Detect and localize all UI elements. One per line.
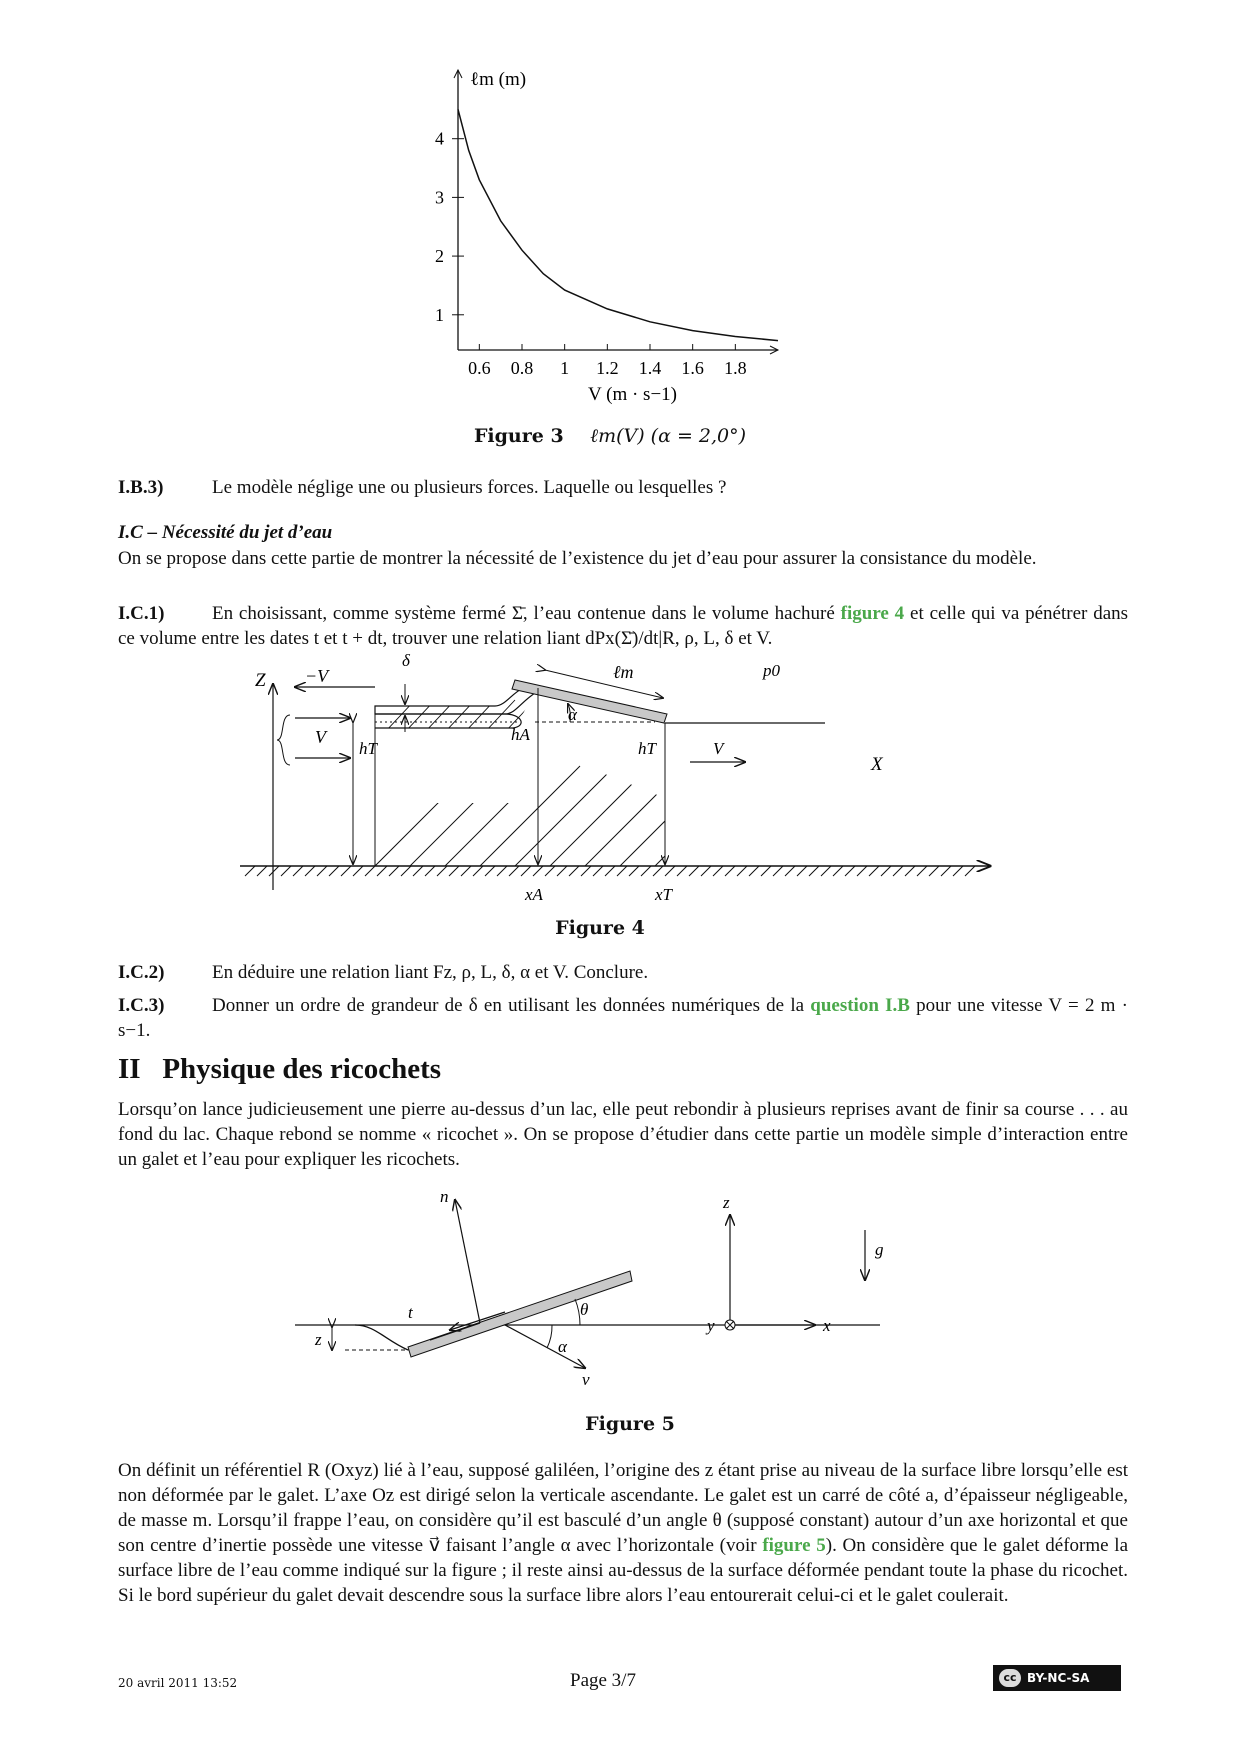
- label-v: V⃗: [315, 727, 340, 747]
- label-minus-v: −V⃗: [305, 666, 343, 686]
- section-ii-intro: Lorsqu’on lance judicieusement une pierre au-dessus d’un lac, elle peut rebondir à plusieurs reprises avant de finir sa course . . . au fond du lac. Chaque rebond se nomme « ricochet ». On se propose d’étudier dans cette partie un modèle simple d’interaction entre un galet et l’eau pour expliquer les ricochets.: [118, 1099, 1128, 1170]
- x-tick-label: 1.2: [596, 358, 619, 378]
- question-text: En déduire une relation liant Fz, ρ, L, δ, α et V. Conclure.: [212, 962, 649, 983]
- section-title-ii: II Physique des ricochets: [118, 1053, 442, 1085]
- label-p0: p0: [763, 661, 780, 680]
- ground-hatching: [245, 866, 975, 876]
- y-tick-label: 3: [435, 187, 444, 208]
- pebble: [408, 1271, 632, 1357]
- label-v-right: V⃗: [713, 739, 737, 758]
- caption-label: Figure 3: [473, 425, 564, 447]
- paragraph-text: On définit un référentiel R (Oxyz) lié à l’eau, supposé galiléen, l’origine des z étant prise au niveau de la surface libre lorsqu’elle est non déformée par le galet. L’axe Oz est dirigé selon la verticale ascendante. Le galet est un carré de côté a, d’épaisseur négligeable, de masse m. Lorsqu’il frappe l’eau, on considère qu’il est basculé d’un angle θ (supposé constant) autour d’un axe horizontal et que son centre d’inertie possède une vitesse v⃗ faisant l’angle α avec l’horizontale (voir: [118, 1460, 1128, 1556]
- question-ic3: [118, 993, 1128, 1043]
- data-series-line: [458, 109, 778, 340]
- n-arrow: [455, 1200, 480, 1323]
- x-axis-label: V (m · s−1): [588, 384, 677, 405]
- label-hA: hA: [511, 725, 530, 744]
- question-ic2: [118, 960, 1128, 985]
- label-hT-left: hT: [359, 739, 377, 758]
- license-badge: [993, 1665, 1121, 1691]
- label-xA: xA: [525, 885, 543, 904]
- label-v: v⃗: [582, 1370, 603, 1389]
- caption-text: ℓm(V) (α = 2,0°): [590, 425, 747, 447]
- question-number: I.C.3): [118, 995, 165, 1016]
- figure-3-chart: [435, 60, 840, 420]
- section-heading-ic: I.C – Nécessité du jet d’eau: [118, 522, 333, 543]
- label-x-axis: x: [823, 1316, 831, 1335]
- license-text: BY-NC-SA: [1027, 1671, 1090, 1685]
- label-z-axis: z: [723, 1193, 730, 1212]
- y-tick-label: 1: [435, 304, 444, 325]
- question-number: I.C.1): [118, 603, 165, 624]
- label-y-axis: y: [707, 1316, 715, 1335]
- label-z-depth: z: [315, 1330, 322, 1349]
- figure-4-diagram: [235, 651, 1005, 920]
- x-tick-label: 1: [560, 358, 570, 378]
- brace: [277, 715, 290, 765]
- label-Z: Z: [255, 670, 266, 691]
- figure-4-caption: Figure 4: [555, 917, 645, 939]
- label-X: X: [871, 754, 883, 775]
- question-number: I.B.3): [118, 477, 164, 498]
- footer-date: 20 avril 2011 13:52: [118, 1676, 238, 1690]
- x-tick-label: 0.6: [468, 358, 491, 378]
- jet-lower: [375, 714, 521, 728]
- question-text-cont: et celle qui va pénétrer dans ce volume entre les dates t et t + dt, trouver une relation liant dPx(Σ̄)/dt|R, ρ, L, δ et V.: [118, 603, 1129, 649]
- label-lm: ℓm: [613, 662, 634, 682]
- figure-5-link[interactable]: figure 5: [762, 1535, 826, 1556]
- label-alpha: α: [568, 705, 577, 724]
- label-t: t⃗: [408, 1303, 426, 1322]
- figure-3-caption: [440, 425, 780, 448]
- question-ib3: [118, 475, 1128, 500]
- label-g: g⃗: [875, 1240, 897, 1259]
- question-ic1: [118, 601, 1128, 651]
- figure-5-diagram: [290, 1187, 940, 1390]
- deformed-surface: [355, 1325, 408, 1350]
- label-xT: xT: [655, 885, 672, 904]
- final-paragraph: [118, 1458, 1128, 1608]
- x-tick-label: 1.6: [681, 358, 704, 378]
- question-text: Le modèle néglige une ou plusieurs forces. Laquelle ou lesquelles ?: [212, 477, 727, 498]
- question-text: En choisissant, comme système fermé Σ̄, l’eau contenue dans le volume hachuré: [212, 603, 835, 624]
- cc-icon: cc: [999, 1669, 1021, 1687]
- question-text: Donner un ordre de grandeur de δ en utilisant les données numériques de la: [212, 995, 805, 1016]
- y-tick-label: 4: [435, 128, 444, 149]
- x-tick-label: 1.4: [638, 358, 662, 378]
- question-text-cont: pour une vitesse V = 2 m · s−1.: [118, 995, 1129, 1041]
- page-number: Page 3/7: [570, 1670, 636, 1691]
- v-arrow: [505, 1325, 585, 1368]
- paragraph-text-cont: ). On considère que le galet déforme la surface libre de l’eau comme indiqué sur la figure ; il reste ainsi au-dessus de la surface déformée pendant toute la phase du ricochet. Si le bord supérieur du galet devait descendre sous la surface libre alors l’eau entourerait celui-ci et le galet coulerait.: [118, 1535, 1129, 1606]
- question-ib-link[interactable]: question I.B: [810, 995, 910, 1016]
- chart-ticks: [435, 129, 747, 378]
- question-number: I.C.2): [118, 962, 165, 983]
- label-theta: θ: [580, 1300, 589, 1319]
- label-alpha: α: [558, 1337, 567, 1356]
- hatched-volume: [335, 766, 790, 906]
- y-axis-label: ℓm (m): [470, 69, 527, 90]
- y-tick-label: 2: [435, 246, 444, 267]
- label-n: n⃗: [440, 1187, 462, 1206]
- label-hT-right: hT: [638, 739, 656, 758]
- water-jet: [375, 688, 535, 714]
- figure-4-link[interactable]: figure 4: [840, 603, 905, 624]
- x-tick-label: 0.8: [510, 358, 534, 378]
- x-tick-label: 1.8: [724, 358, 747, 378]
- label-delta: δ: [402, 651, 410, 670]
- alpha-arc: [547, 1325, 552, 1348]
- figure-5-caption: Figure 5: [585, 1413, 675, 1435]
- plate: [512, 680, 667, 723]
- ic-intro: On se propose dans cette partie de montrer la nécessité de l’existence du jet d’eau pour assurer la consistance du modèle.: [118, 548, 1037, 569]
